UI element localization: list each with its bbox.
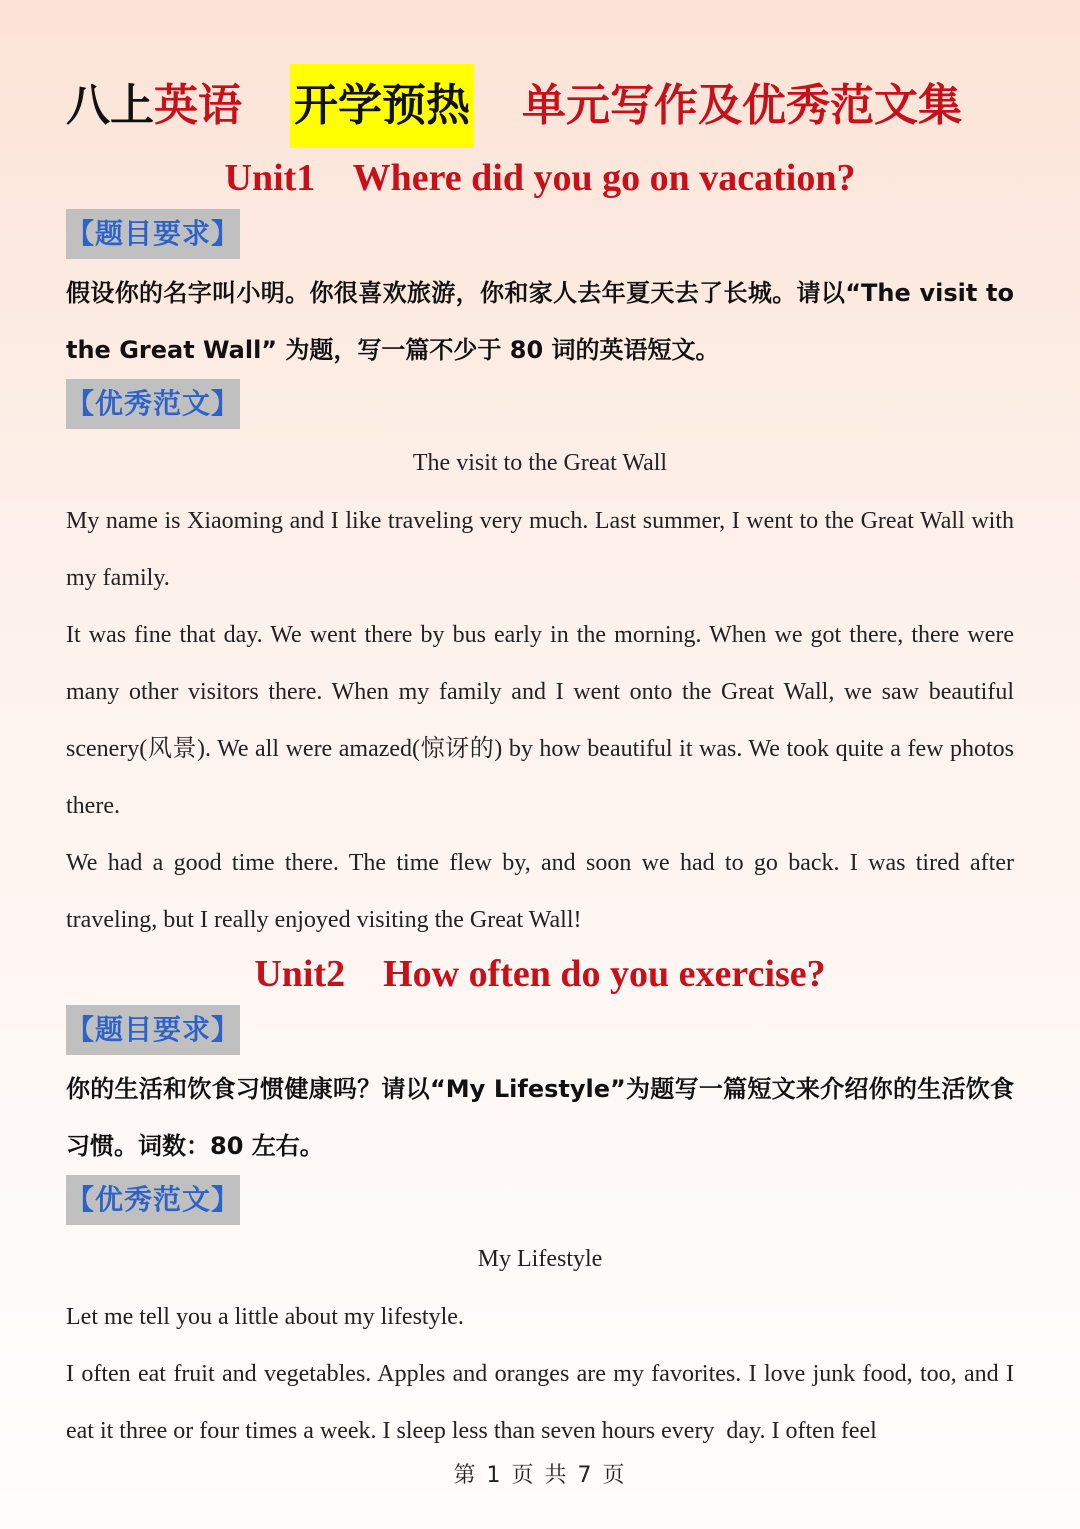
unit1-paragraph-1: My name is Xiaoming and I like traveling very much. Last summer, I went to the Great Wall with my family.	[66, 508, 1014, 591]
page-footer: 第 1 页 共 7 页	[453, 1463, 627, 1488]
title-collection: 单元写作及优秀范文集	[522, 80, 962, 131]
title-grade: 八上	[66, 80, 154, 131]
unit1-essay-tag: 【优秀范文】	[66, 379, 240, 429]
unit1-paragraph-3: We had a good time there. The time flew by, and soon we had to go back. I was tired after traveling, but I really enjoyed visiting the Great Wall!	[66, 850, 1014, 933]
unit2-requirement-tag: 【题目要求】	[66, 1005, 240, 1055]
unit2-paragraph-1: Let me tell you a little about my lifestyle.	[66, 1304, 464, 1330]
unit1-title: Unit1 Where did you go on vacation?	[224, 157, 856, 199]
unit1-requirement-tag: 【题目要求】	[66, 209, 240, 259]
unit2-title: Unit2 How often do you exercise?	[254, 953, 826, 995]
unit2-paragraph-2: I often eat fruit and vegetables. Apples and oranges are my favorites. I love junk food, too, and I eat it three or four times a week. I sleep less than seven hours every day. I often feel	[66, 1361, 1020, 1444]
main-title	[66, 64, 1026, 148]
unit2-essay-tag: 【优秀范文】	[66, 1175, 240, 1225]
title-subject: 英语	[154, 80, 242, 131]
unit1-requirement-text: 假设你的名字叫小明。你很喜欢旅游，你和家人去年夏天去了长城。请以“The visit to the Great Wall” 为题，写一篇不少于 80 词的英语短文。	[66, 279, 1014, 364]
unit2-essay-title: My Lifestyle	[477, 1246, 603, 1272]
unit2-requirement-text: 你的生活和饮食习惯健康吗？请以“My Lifestyle”为题写一篇短文来介绍你的生活饮食习惯。词数：80 左右。	[66, 1075, 1014, 1160]
unit1-paragraph-2: It was fine that day. We went there by bus early in the morning. When we got there, there were many other visitors there. When my family and I went onto the Great Wall, we saw beautiful scenery(风景). We all were amazed(惊讶的) by how beautiful it was. We took quite a few photos there.	[66, 622, 1014, 819]
title-highlight: 开学预热	[290, 64, 474, 148]
unit1-essay-title: The visit to the Great Wall	[412, 450, 668, 476]
